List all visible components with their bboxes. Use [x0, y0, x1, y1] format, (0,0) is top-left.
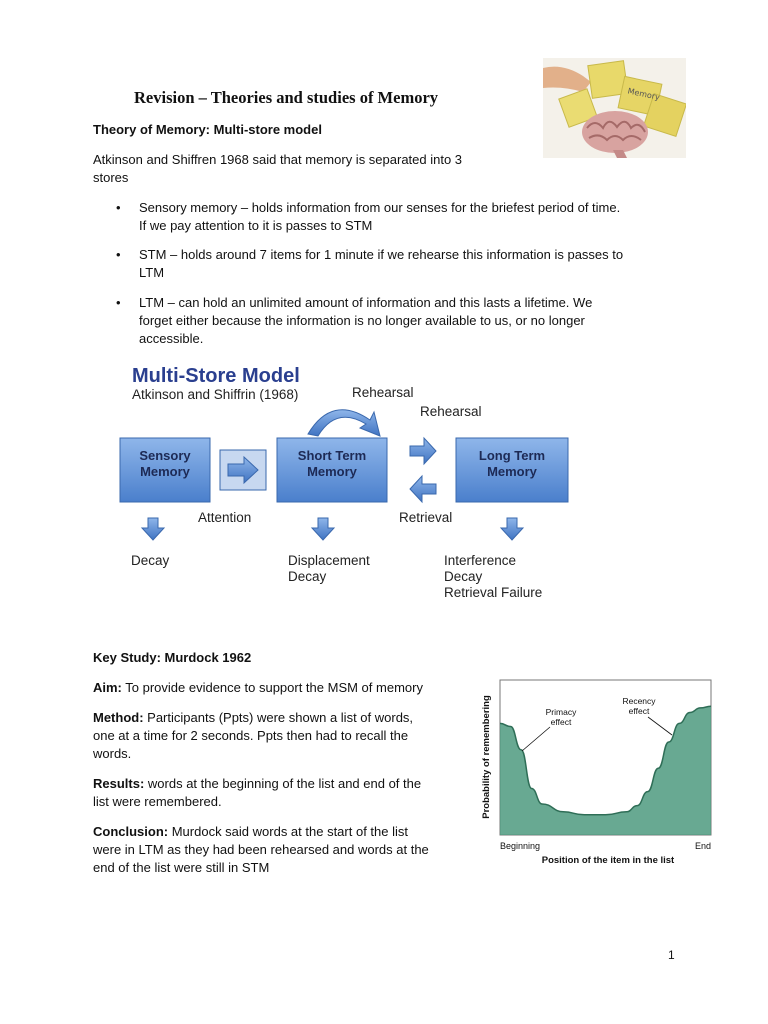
bullet-icon: • [116, 247, 121, 262]
displacement-arrow-icon [312, 518, 334, 540]
results-paragraph: Results: words at the beginning of the list and end of the list were remembered. [93, 776, 422, 809]
stm-forgetting-1: Decay [288, 569, 327, 584]
svg-text:Memory: Memory [307, 464, 357, 479]
multi-store-model-diagram [112, 358, 582, 608]
ltm-forgetting-1: Decay [444, 569, 483, 584]
bullet-ltm: • LTM – can hold an unlimited amount of information and this lasts a lifetime. We forget either because the information is no longer available to us, or no longer accessible. [116, 295, 593, 346]
intro-paragraph: Atkinson and Shiffren 1968 said that memory is separated into 3 stores [93, 152, 463, 185]
method-paragraph: Method: Participants (Ppts) were shown a list of words, one at a time for 2 seconds. Ppts then had to recall the words. [93, 710, 414, 761]
diagram-title: Multi-Store Model [132, 365, 300, 387]
interference-arrow-icon [501, 518, 523, 540]
box-sensory-memory [120, 438, 210, 502]
svg-text:Sensory: Sensory [139, 448, 191, 463]
x-axis-label: Position of the item in the list [541, 855, 675, 866]
rehearsal-loop-arrow-icon [308, 410, 380, 436]
key-study-heading: Key Study: Murdock 1962 [93, 650, 252, 665]
label-retrieval: Retrieval [399, 510, 453, 525]
sensory-forgetting-0: Decay [131, 553, 170, 568]
annotation-primacy-line1: Primacy [545, 707, 577, 717]
stm-forgetting-0: Displacement [288, 553, 370, 568]
svg-text:Short Term: Short Term [297, 448, 367, 463]
bullet-sensory: • Sensory memory – holds information from our senses for the briefest period of time. If we pay attention to it is passes to STM [116, 200, 621, 233]
box-long-term-memory [456, 438, 568, 502]
transfer-arrow-icon [410, 438, 436, 464]
box-short-term-memory [277, 438, 387, 502]
diagram-subtitle: Atkinson and Shiffrin (1968) [132, 387, 299, 402]
x-tick-end: End [694, 841, 711, 851]
serial-position-curve-chart [480, 675, 716, 870]
x-tick-beginning: Beginning [500, 841, 541, 851]
bullet-icon: • [116, 200, 121, 215]
conclusion-paragraph: Conclusion: Murdock said words at the start of the list were in LTM as they had been rehearsed and words at the end of the list were still in STM [93, 824, 429, 875]
y-axis-label: Probability of remembering [481, 695, 492, 819]
bullet-stm: • STM – holds around 7 items for 1 minute if we rehearse this information is passes to LTM [116, 247, 624, 280]
section-heading-multistore: Theory of Memory: Multi-store model [93, 122, 322, 137]
svg-text:Memory: Memory [487, 464, 537, 479]
svg-text:Long Term: Long Term [478, 448, 546, 463]
ltm-forgetting-0: Interference [444, 553, 517, 568]
annotation-primacy-line2: effect [550, 717, 572, 727]
aim-paragraph: Aim: To provide evidence to support the MSM of memory [93, 680, 423, 695]
bullet-icon: • [116, 295, 121, 310]
label-rehearsal-transfer: Rehearsal [420, 404, 482, 419]
retrieval-arrow-icon [410, 476, 436, 502]
svg-text:Memory: Memory [626, 86, 661, 103]
brain-notes-image [543, 58, 686, 158]
svg-text:Memory: Memory [140, 464, 190, 479]
ltm-forgetting-2: Retrieval Failure [444, 585, 543, 600]
page-number: 1 [668, 948, 675, 962]
label-attention: Attention [198, 510, 252, 525]
page-title: Revision – Theories and studies of Memory [134, 88, 439, 107]
label-rehearsal-loop: Rehearsal [352, 385, 414, 400]
annotation-recency-line2: effect [628, 706, 650, 716]
annotation-recency-line1: Recency [622, 696, 656, 706]
decay-arrow-icon [142, 518, 164, 540]
